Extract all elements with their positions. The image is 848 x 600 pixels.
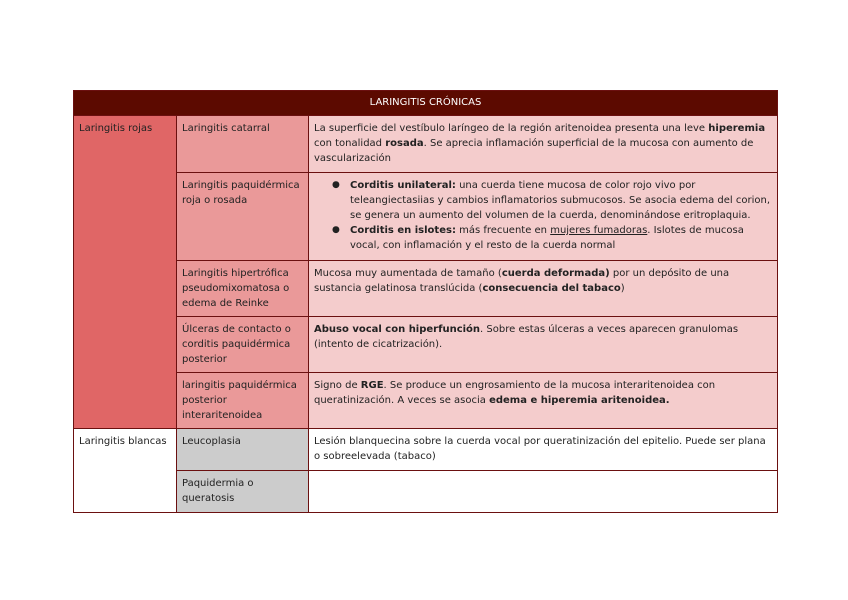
table-row (74, 261, 778, 317)
table-row (74, 373, 778, 429)
description-cell (309, 471, 778, 513)
table-row (74, 317, 778, 373)
table-row (74, 429, 778, 471)
subtype-cell: Laringitis paquidérmica roja o rosada (177, 173, 309, 261)
list-item: ● Corditis en islotes: más frecuente en mujeres fumadoras. Islotes de mucosa vocal, con inflamación y el resto de la cuerda normal (332, 225, 744, 251)
description-cell: La superficie del vestíbulo laríngeo de la región aritenoidea presenta una leve hiperemia con tonalidad rosada. Se aprecia inflamación superficial de la mucosa con aumento de vascularización (309, 116, 778, 173)
subtype-cell: Úlceras de contacto o corditis paquidérmica posterior (177, 317, 309, 373)
subtype-cell: Leucoplasia (177, 429, 309, 471)
table-row (74, 173, 778, 261)
table-title: LARINGITIS CRÓNICAS (74, 91, 778, 116)
list-item: ● Corditis unilateral: una cuerda tiene mucosa de color rojo vivo por teleangiectasiias y cambios inflamatorios submucosos. Se asocia edema del corion, se genera un aumento del volumen de la cuerda, denominándose eritroplaquia. (332, 180, 771, 221)
bullet-list (314, 178, 772, 253)
description-cell: Mucosa muy aumentada de tamaño (cuerda deformada) por un depósito de una sustancia gelatinosa translúcida (consecuencia del tabaco) (309, 261, 778, 317)
laringitis-table (73, 90, 778, 513)
table-header-row (74, 91, 778, 116)
description-cell (309, 173, 778, 261)
subtype-cell: laringitis paquidérmica posterior interaritenoidea (177, 373, 309, 429)
description-cell: Signo de RGE. Se produce un engrosamiento de la mucosa interaritenoidea con queratinización. A veces se asocia edema e hiperemia aritenoidea. (309, 373, 778, 429)
subtype-cell: Laringitis hipertrófica pseudomixomatosa o edema de Reinke (177, 261, 309, 317)
table-row (74, 471, 778, 513)
bullet-icon: ● (332, 225, 340, 235)
description-cell: Abuso vocal con hiperfunción. Sobre estas úlceras a veces aparecen granulomas (intento de cicatrización). (309, 317, 778, 373)
description-cell: Lesión blanquecina sobre la cuerda vocal por queratinización del epitelio. Puede ser plana o sobreelevada (tabaco) (309, 429, 778, 471)
subtype-cell: Paquidermia o queratosis (177, 471, 309, 513)
category-cell-laringitis-rojas: Laringitis rojas (74, 116, 177, 429)
subtype-cell: Laringitis catarral (177, 116, 309, 173)
category-cell-laringitis-blancas: Laringitis blancas (74, 429, 177, 513)
bullet-icon: ● (332, 180, 340, 190)
table-row (74, 116, 778, 173)
